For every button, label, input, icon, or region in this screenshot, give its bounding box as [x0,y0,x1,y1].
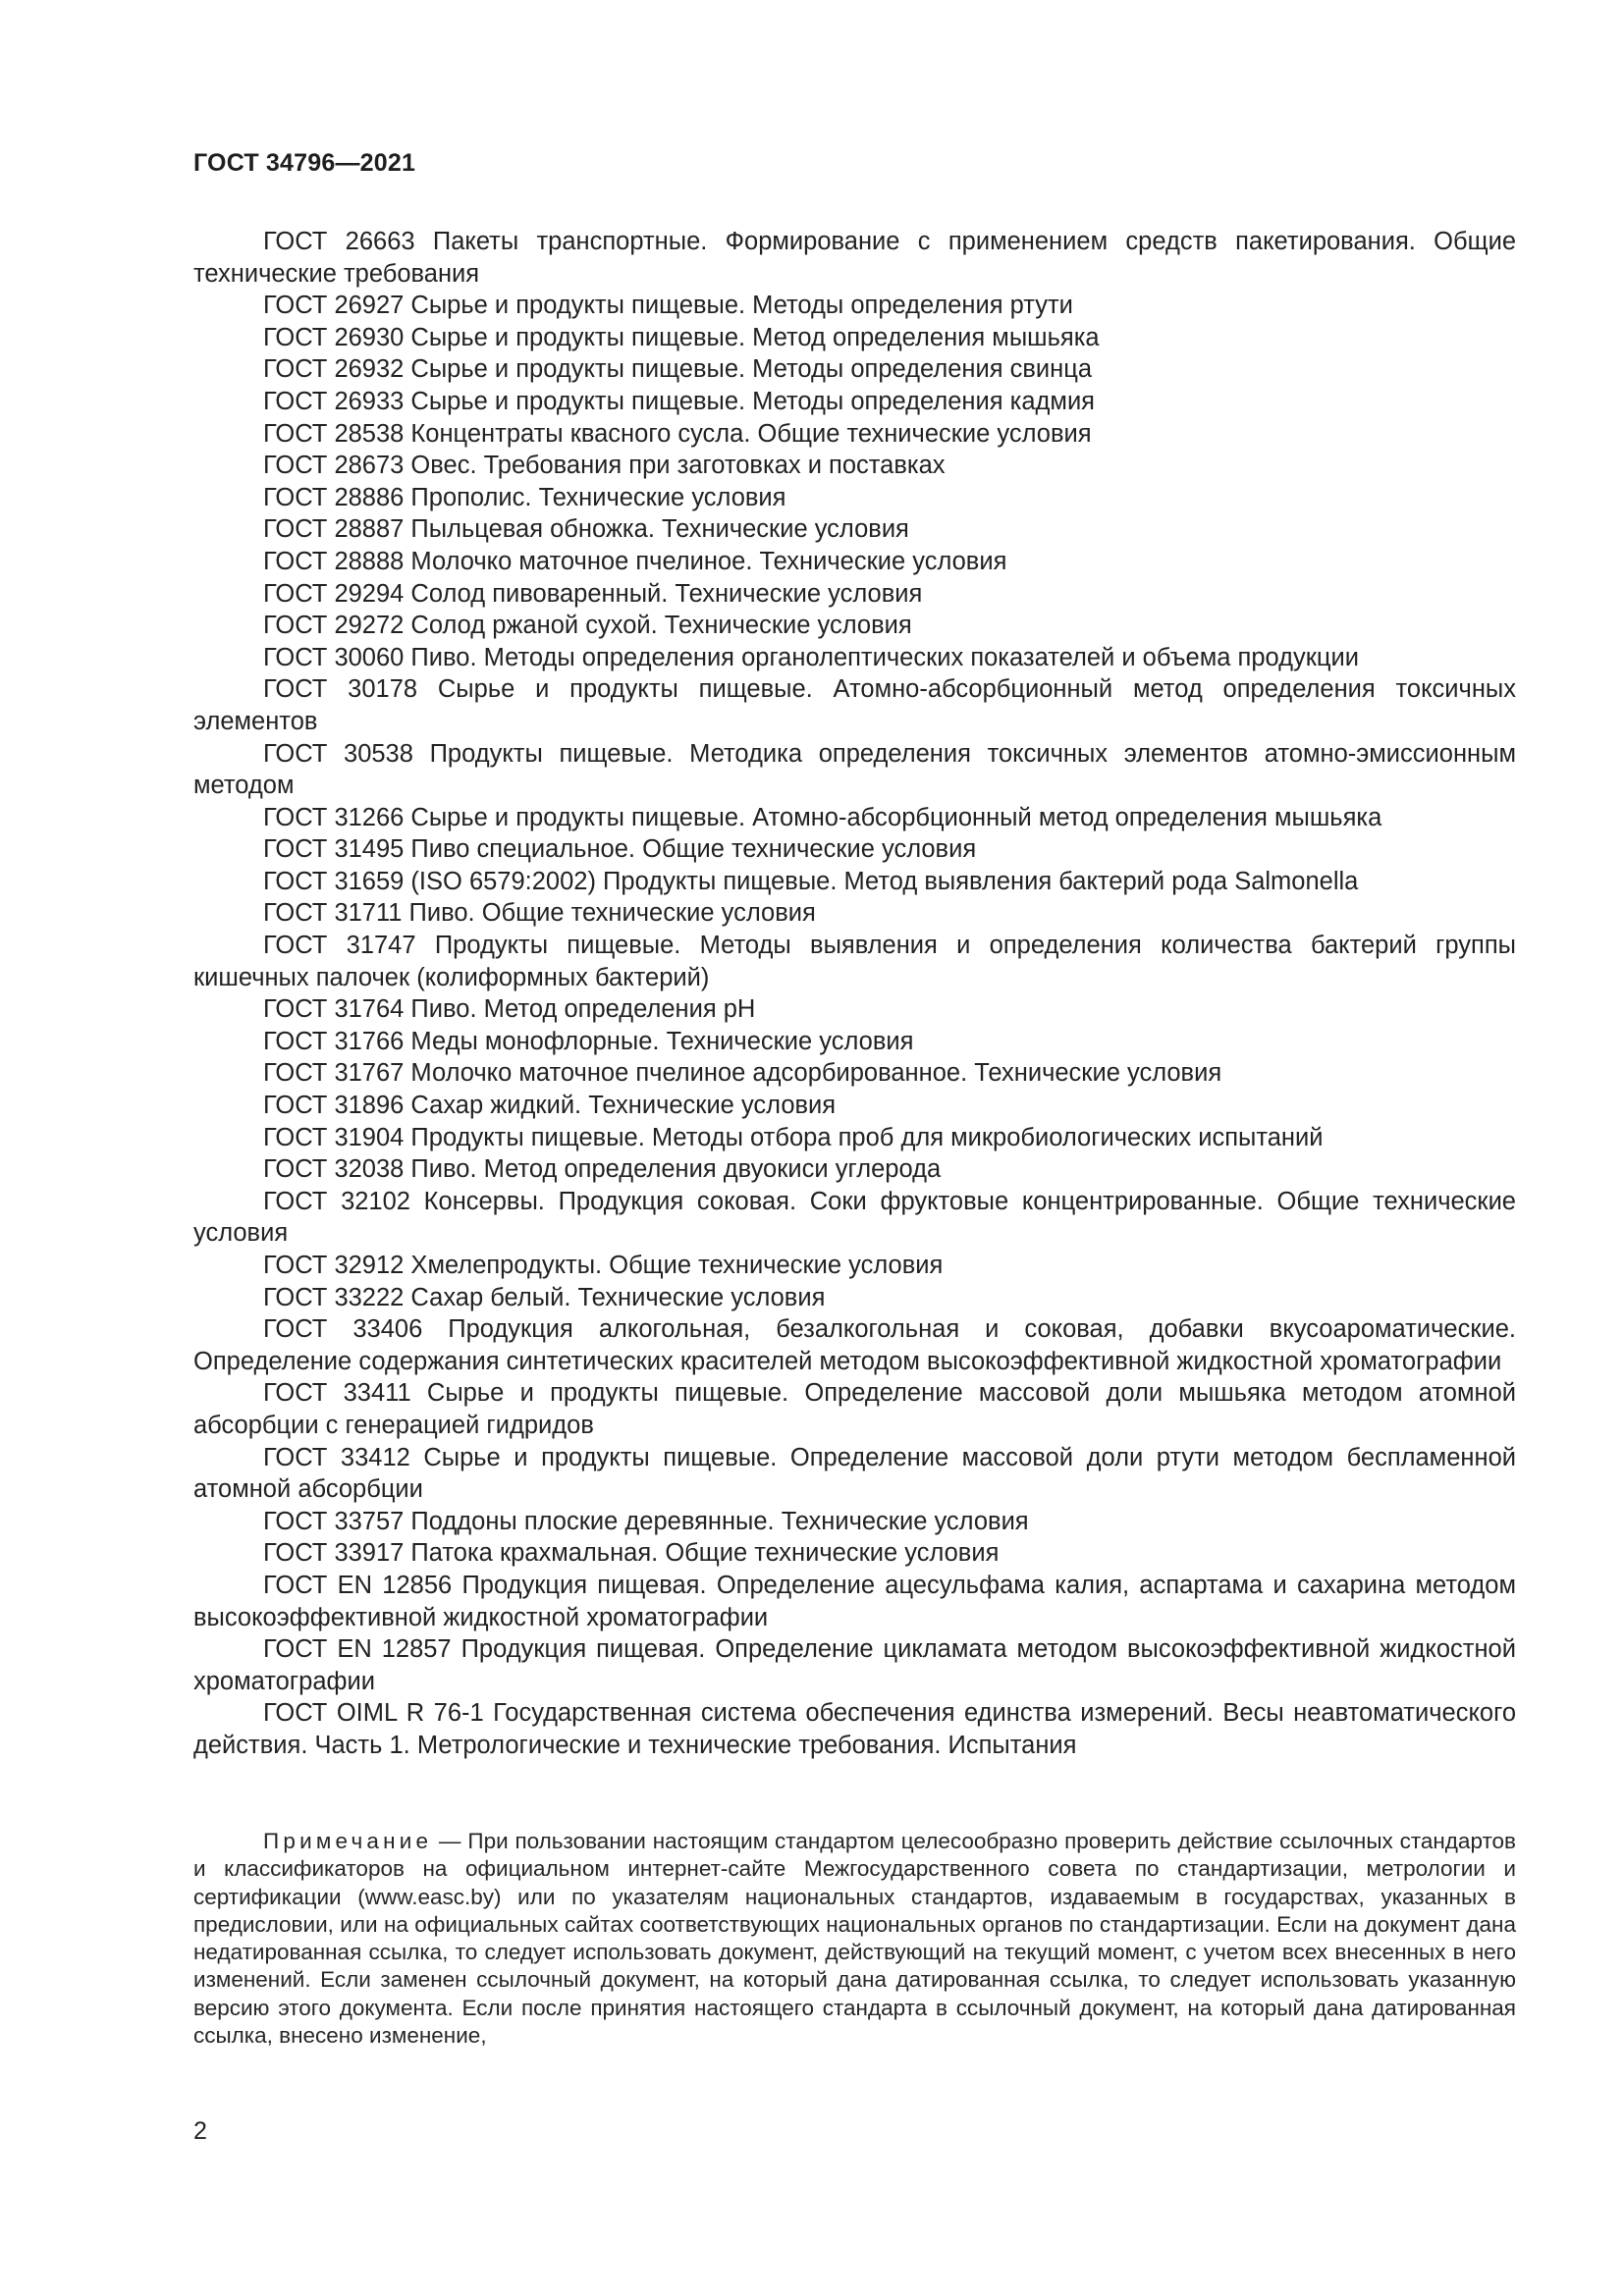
reference-item: ГОСТ 28538 Концентраты квасного сусла. Общие технические условия [263,419,1092,448]
reference-item: ГОСТ 33406 Продукция алкогольная, безалкогольная и соковая, добавки вкусоароматические. Определение содержания синтетических красителей методом высокоэффективной жидкостной хроматографии [193,1315,1516,1375]
normative-references-list [193,226,1516,1762]
reference-item: ГОСТ 33917 Патока крахмальная. Общие технические условия [263,1539,1000,1568]
reference-item: ГОСТ 30060 Пиво. Методы определения органолептических показателей и объема продукции [263,643,1360,671]
document-code-header: ГОСТ 34796—2021 [193,149,416,177]
reference-item: ГОСТ EN 12856 Продукция пищевая. Определение ацесульфама калия, аспартама и сахарина методом высокоэффективной жидкостной хроматографии [193,1571,1516,1631]
reference-item: ГОСТ 26930 Сырье и продукты пищевые. Метод определения мышьяка [263,323,1100,351]
reference-item: ГОСТ 28673 Овес. Требования при заготовках и поставках [263,452,946,480]
reference-item: ГОСТ 31767 Молочко маточное пчелиное адсорбированное. Технические условия [263,1059,1222,1088]
reference-item: ГОСТ 33411 Сырье и продукты пищевые. Определение массовой доли мышьяка методом атомной абсорбции с генерацией гидридов [193,1379,1516,1439]
note-label: Примечание [263,1829,433,1853]
reference-item: ГОСТ 26933 Сырье и продукты пищевые. Методы определения кадмия [263,387,1095,415]
note-paragraph [193,1828,1516,2050]
reference-item: ГОСТ 31659 (ISO 6579:2002) Продукты пищевые. Метод выявления бактерий рода Salmonella [263,867,1359,895]
page-number: 2 [193,2117,207,2145]
reference-item: ГОСТ 26663 Пакеты транспортные. Формирование с применением средств пакетирования. Общие технические требования [193,228,1516,288]
reference-item: ГОСТ 29294 Солод пивоваренный. Технические условия [263,579,923,608]
reference-item: ГОСТ 33412 Сырье и продукты пищевые. Определение массовой доли ртути методом беспламенной атомной абсорбции [193,1443,1516,1504]
reference-item: ГОСТ 26932 Сырье и продукты пищевые. Методы определения свинца [263,355,1093,384]
reference-item: ГОСТ 31747 Продукты пищевые. Методы выявления и определения количества бактерий группы кишечных палочек (колиформных бактерий) [193,932,1516,991]
reference-item: ГОСТ 31904 Продукты пищевые. Методы отбора проб для микробиологических испытаний [263,1123,1324,1151]
reference-item: ГОСТ 28887 Пыльцевая обножка. Технические условия [263,515,909,544]
reference-item: ГОСТ 31266 Сырье и продукты пищевые. Атомно-абсорбционный метод определения мышьяка [263,803,1382,831]
reference-item: ГОСТ 33757 Поддоны плоские деревянные. Технические условия [263,1507,1029,1535]
reference-item: ГОСТ 31766 Меды монофлорные. Технические условия [263,1027,914,1055]
note-text: При пользовании настоящим стандартом целесообразно проверить действие ссылочных стандартов и классификаторов на официальном интернет-сайте Межгосударственного совета по стандартизации, метрологии и сертификации (www.easc.by) или по указателям национальных стандартов, издаваемым в государствах, указанных в предисловии, или на официальных сайтах соответствующих национальных органов по стандартизации. Если на документ дана недатированная ссылка, то следует использовать документ, действующий на текущий момент, с учетом всех внесенных в него изменений. Если заменен ссылочный документ, на который дана датированная ссылка, то следует использовать указанную версию этого документа. Если после принятия настоящего стандарта в ссылочный документ, на который дана датированная ссылка, внесено изменение, [193,1829,1516,2049]
reference-item: ГОСТ 26927 Сырье и продукты пищевые. Методы определения ртути [263,292,1073,320]
reference-item: ГОСТ 31495 Пиво специальное. Общие технические условия [263,835,977,864]
reference-item: ГОСТ OIML R 76-1 Государственная система обеспечения единства измерений. Весы неавтоматического действия. Часть 1. Метрологические и технические требования. Испытания [193,1699,1516,1759]
reference-item: ГОСТ 31764 Пиво. Метод определения pH [263,995,756,1024]
reference-item: ГОСТ 28888 Молочко маточное пчелиное. Технические условия [263,547,1007,575]
reference-item: ГОСТ 29272 Солод ржаной сухой. Технические условия [263,612,912,640]
reference-item: ГОСТ 32912 Хмелепродукты. Общие технические условия [263,1252,944,1279]
reference-item: ГОСТ 32038 Пиво. Метод определения двуокиси углерода [263,1155,942,1184]
reference-item: ГОСТ 28886 Прополис. Технические условия [263,483,786,511]
reference-item: ГОСТ 31896 Сахар жидкий. Технические условия [263,1092,837,1120]
reference-item: ГОСТ 30538 Продукты пищевые. Методика определения токсичных элементов атомно-эмиссионным методом [193,739,1516,800]
reference-item: ГОСТ 31711 Пиво. Общие технические условия [263,899,816,928]
reference-item: ГОСТ EN 12857 Продукция пищевая. Определение цикламата методом высокоэффективной жидкостной хроматографии [193,1635,1516,1695]
reference-item: ГОСТ 32102 Консервы. Продукция соковая. Соки фруктовые концентрированные. Общие технические условия [193,1187,1516,1248]
reference-item: ГОСТ 33222 Сахар белый. Технические условия [263,1283,826,1311]
reference-item: ГОСТ 30178 Сырье и продукты пищевые. Атомно-абсорбционный метод определения токсичных элементов [193,675,1516,735]
note-separator: — [432,1829,468,1853]
